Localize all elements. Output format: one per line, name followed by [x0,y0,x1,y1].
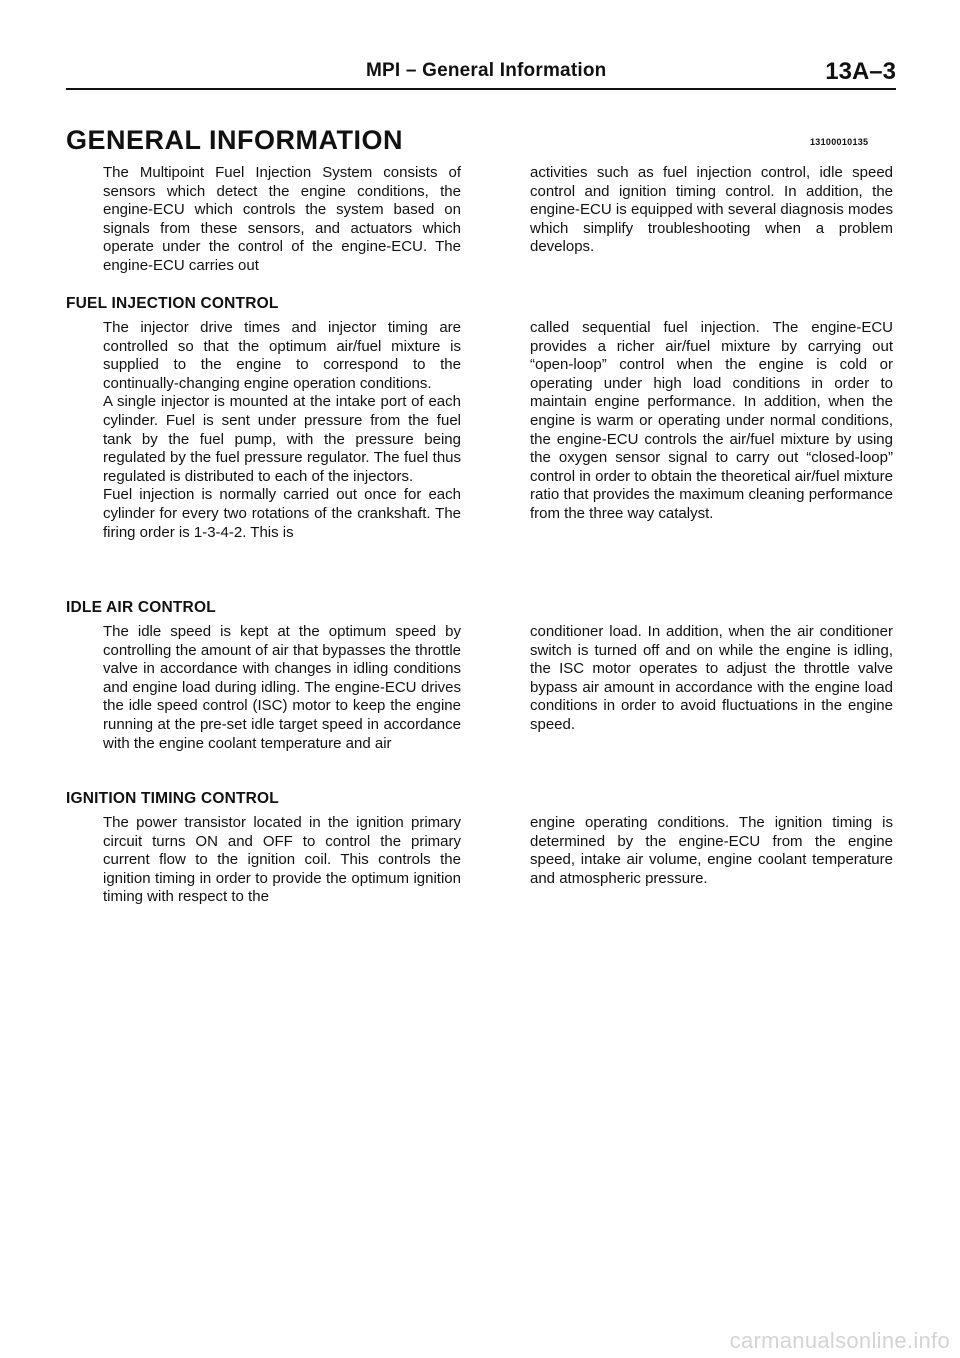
page-number: 13A–3 [825,58,896,85]
fuel-injection-paragraph-1: The injector drive times and injector timing are controlled so that the optimum air/fuel mixture is supplied to the engine to correspond to the continually-changing engine operation conditions. [103,319,461,392]
intro-left-text: The Multipoint Fuel Injection System consists of sensors which detect the engine conditions, the engine-ECU which controls the system based on signals from these sensors, and actuators which operate under the control of the engine-ECU. The engine-ECU carries out [103,164,461,274]
idle-air-heading: IDLE AIR CONTROL [66,599,216,616]
ignition-timing-left-column [103,814,461,907]
idle-air-left-column [103,623,461,753]
page-title: GENERAL INFORMATION [66,125,403,155]
idle-air-right-text: conditioner load. In addition, when the air conditioner switch is turned off and on while the engine is idling, the ISC motor operates to adjust the throttle valve bypass air amount in accordance with the engine load conditions in order to avoid fluctuations in the engine speed. [530,623,893,733]
ignition-timing-right-column [530,814,893,888]
fuel-injection-heading: FUEL INJECTION CONTROL [66,295,279,312]
fuel-injection-paragraph-2: A single injector is mounted at the intake port of each cylinder. Fuel is sent under pressure from the fuel tank by the fuel pump, with the pressure being regulated by the fuel pressure regulator. The fuel thus regulated is distributed to each of the injectors. [103,393,461,485]
idle-air-left-text: The idle speed is kept at the optimum speed by controlling the amount of air that bypasses the throttle valve in accordance with changes in idling conditions and engine load during idling. The engine-ECU drives the idle speed control (ISC) motor to keep the engine running at the pre-set idle target speed in accordance with the engine coolant temperature and air [103,623,461,752]
ignition-timing-heading: IGNITION TIMING CONTROL [66,790,279,807]
page-header [66,58,896,90]
idle-air-right-column [530,623,893,735]
ignition-timing-right-text: engine operating conditions. The ignition timing is determined by the engine-ECU from the engine speed, intake air volume, engine coolant temperature and atmospheric pressure. [530,814,893,887]
ignition-timing-left-text: The power transistor located in the ignition primary circuit turns ON and OFF to control the primary current flow to the ignition coil. This controls the ignition timing in order to provide the optimum ignition timing with respect to the [103,814,461,906]
watermark-text: carmanualsonline.info [729,1328,950,1353]
fuel-injection-left-column [103,319,461,542]
fuel-injection-right-column [530,319,893,524]
document-code: 13100010135 [810,137,869,147]
header-title: MPI – General Information [366,60,607,81]
fuel-injection-right-text: called sequential fuel injection. The engine-ECU provides a richer air/fuel mixture by carrying out “open-loop” control when the engine is cold or operating under high load conditions in order to maintain engine performance. In addition, when the engine is warm or operating under normal conditions, the engine-ECU controls the air/fuel mixture by using the oxygen sensor signal to carry out “closed-loop” control in order to obtain the theoretical air/fuel mixture ratio that provides the maximum cleaning performance from the three way catalyst. [530,319,893,522]
fuel-injection-paragraph-3: Fuel injection is normally carried out once for each cylinder for every two rotations of the crankshaft. The firing order is 1-3-4-2. This is [103,486,461,541]
intro-right-column [530,164,893,257]
intro-left-column [103,164,461,276]
intro-right-text: activities such as fuel injection control, idle speed control and ignition timing control. In addition, the engine-ECU is equipped with several diagnosis modes which simplify troubleshooting when a problem develops. [530,164,893,256]
